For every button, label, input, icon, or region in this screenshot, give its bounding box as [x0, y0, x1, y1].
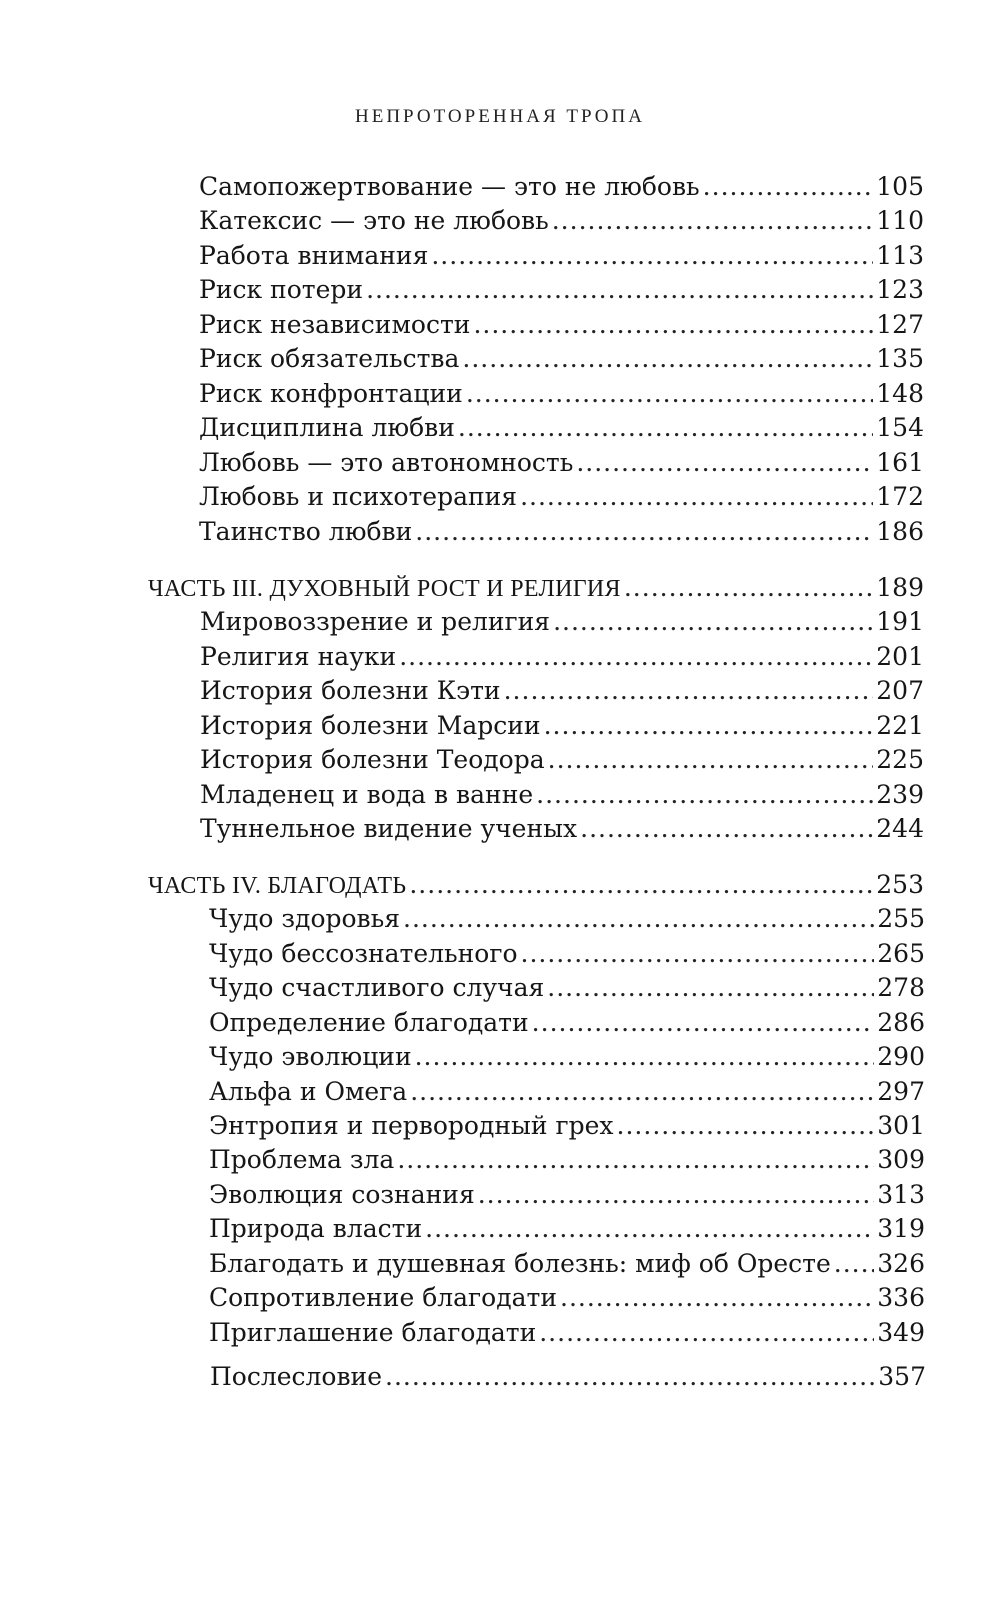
toc-entry-title: Любовь — это автономность: [199, 448, 574, 477]
toc-part-heading[interactable]: [148, 571, 924, 605]
toc-entry-title: Приглашение благодати: [209, 1318, 537, 1347]
toc-entry-title: История болезни Теодора: [200, 745, 545, 774]
toc-entry-title: Чудо бессознательного: [209, 939, 518, 968]
toc-entry[interactable]: [199, 170, 924, 204]
dot-leader: [520, 480, 873, 514]
dot-leader: [532, 1006, 875, 1040]
toc-entry[interactable]: [199, 342, 924, 376]
dot-leader: [553, 605, 873, 639]
dot-leader: [473, 308, 873, 342]
toc-entry-title: Природа власти: [209, 1214, 423, 1243]
dot-leader: [399, 640, 873, 674]
toc-entry-page: 207: [876, 676, 924, 705]
toc-entry-title: Риск независимости: [199, 310, 471, 339]
toc-entry[interactable]: [199, 377, 924, 411]
toc-entry-title: Таинство любви: [199, 517, 413, 546]
toc-entry-page: 309: [877, 1145, 925, 1174]
toc-entry[interactable]: [199, 480, 924, 514]
toc-entry-page: 297: [877, 1077, 925, 1106]
dot-leader: [552, 204, 874, 238]
dot-leader: [703, 170, 874, 204]
dot-leader: [397, 1143, 874, 1177]
toc-entry[interactable]: [209, 1281, 925, 1315]
dot-leader: [366, 273, 873, 307]
toc-entry-title: Энтропия и первородный грех: [209, 1111, 614, 1140]
toc-entry-title: Туннельное видение ученых: [200, 814, 578, 843]
toc-entry-title: Младенец и вода в ванне: [200, 780, 534, 809]
toc-entry-title: Определение благодати: [209, 1008, 529, 1037]
dot-leader: [415, 1040, 875, 1074]
toc-part-page: 253: [876, 870, 924, 899]
toc-entry-page: 349: [877, 1318, 925, 1347]
toc-entry-page: 172: [876, 482, 924, 511]
toc-entry[interactable]: [199, 446, 924, 480]
toc-entry[interactable]: [209, 902, 925, 936]
toc-entry-page: 336: [877, 1283, 925, 1312]
dot-leader: [385, 1360, 875, 1394]
dot-leader: [536, 778, 873, 812]
toc-entry-title: Мировоззрение и религия: [200, 607, 551, 636]
toc-entry-title: Дисциплина любви: [199, 413, 455, 442]
toc-entry[interactable]: [209, 1006, 925, 1040]
toc-entry-title: Самопожертвование — это не любовь: [199, 172, 700, 201]
toc-entry-title: Чудо счастливого случая: [209, 973, 545, 1002]
toc-entry-page: 186: [876, 517, 924, 546]
toc-entry-page: 201: [876, 642, 924, 671]
toc-entry-title: Благодать и душевная болезнь: миф об Оресте: [209, 1249, 831, 1278]
dot-leader: [458, 411, 873, 445]
toc-entry-page: 225: [876, 745, 924, 774]
dot-leader: [431, 239, 873, 273]
toc-entry[interactable]: [209, 1109, 925, 1143]
toc-entry[interactable]: [199, 204, 924, 238]
toc-entry-page: 357: [878, 1362, 926, 1391]
dot-leader: [504, 674, 874, 708]
toc-entry[interactable]: [200, 640, 924, 674]
toc-entry-title: Альфа и Омега: [209, 1077, 408, 1106]
toc-entry[interactable]: [199, 515, 924, 549]
toc-entry-page: 265: [877, 939, 925, 968]
dot-leader: [617, 1109, 875, 1143]
running-head: НЕПРОТОРЕННАЯ ТРОПА: [355, 106, 645, 127]
toc-entry[interactable]: [199, 411, 924, 445]
dot-leader: [521, 937, 875, 971]
toc-entry[interactable]: [200, 778, 924, 812]
toc-entry-title: История болезни Кэти: [200, 676, 501, 705]
dot-leader: [466, 377, 873, 411]
toc-entry-title: Сопротивление благодати: [209, 1283, 557, 1312]
toc-entry-page: 313: [877, 1180, 925, 1209]
toc-entry-page: 239: [876, 780, 924, 809]
toc-entry[interactable]: [199, 273, 924, 307]
toc-entry-page: 290: [877, 1042, 925, 1071]
toc-entry[interactable]: [200, 709, 924, 743]
toc-entry-title: Религия науки: [200, 642, 397, 671]
dot-leader: [547, 971, 874, 1005]
toc-entry[interactable]: [200, 605, 924, 639]
toc-entry-title: Риск обязательства: [199, 344, 460, 373]
dot-leader: [576, 446, 873, 480]
toc-entry-page: 286: [877, 1008, 925, 1037]
toc-entry-page: 127: [876, 310, 924, 339]
toc-entry[interactable]: [209, 1316, 925, 1350]
dot-leader: [425, 1212, 874, 1246]
toc-entry-title: Работа внимания: [199, 241, 429, 270]
toc-entry-page: 319: [877, 1214, 925, 1243]
toc-entry-title: Чудо здоровья: [209, 904, 401, 933]
dot-leader: [548, 743, 874, 777]
dot-leader: [560, 1281, 874, 1315]
toc-entry[interactable]: [199, 239, 924, 273]
toc-entry-page: 113: [876, 241, 924, 270]
toc-entry-afterword[interactable]: [210, 1360, 926, 1394]
toc-entry-title: Любовь и психотерапия: [199, 482, 518, 511]
dot-leader: [478, 1178, 875, 1212]
toc-entry[interactable]: [200, 674, 924, 708]
dot-leader: [544, 709, 874, 743]
dot-leader: [415, 515, 873, 549]
toc-part-title: ЧАСТЬ III. ДУХОВНЫЙ РОСТ И РЕЛИГИЯ: [148, 576, 621, 602]
toc-entry[interactable]: [200, 743, 924, 777]
toc-entry-title: Риск потери: [199, 275, 364, 304]
toc-entry-title: Чудо эволюции: [209, 1042, 412, 1071]
toc-entry[interactable]: [209, 937, 925, 971]
toc-part-title: ЧАСТЬ IV. БЛАГОДАТЬ: [148, 873, 407, 899]
dot-leader: [462, 342, 873, 376]
toc-part-page: 189: [876, 573, 924, 602]
toc-entry-page: 191: [876, 607, 924, 636]
dot-leader: [539, 1316, 874, 1350]
toc-entry-page: 161: [876, 448, 924, 477]
toc-entry[interactable]: [209, 1040, 925, 1074]
toc-entry-page: 221: [876, 711, 924, 740]
toc-entry-title: Проблема зла: [209, 1145, 395, 1174]
toc-entry-page: 110: [876, 206, 924, 235]
toc-entry-title: Послесловие: [210, 1362, 382, 1391]
toc-entry[interactable]: [209, 1075, 925, 1109]
toc-entry-page: 255: [877, 904, 925, 933]
dot-leader: [834, 1247, 875, 1281]
dot-leader: [410, 1075, 874, 1109]
toc-entry-page: 244: [876, 814, 924, 843]
toc-entry-title: История болезни Марсии: [200, 711, 541, 740]
toc-entry[interactable]: [209, 1247, 925, 1281]
toc-entry[interactable]: [209, 1143, 925, 1177]
toc-entry-page: 105: [876, 172, 924, 201]
toc-entry[interactable]: [209, 971, 925, 1005]
dot-leader: [624, 571, 873, 605]
toc-entry-page: 326: [877, 1249, 925, 1278]
toc-entry[interactable]: [200, 812, 924, 846]
toc-entry-page: 301: [877, 1111, 925, 1140]
toc-entry[interactable]: [209, 1178, 925, 1212]
dot-leader: [409, 868, 873, 902]
toc-entry-page: 148: [876, 379, 924, 408]
dot-leader: [580, 812, 873, 846]
toc-entry-title: Эволюция сознания: [209, 1180, 475, 1209]
toc-part-heading[interactable]: [148, 868, 924, 902]
toc-entry[interactable]: [209, 1212, 925, 1246]
toc-entry[interactable]: [199, 308, 924, 342]
toc-entry-title: Катексис — это не любовь: [199, 206, 549, 235]
dot-leader: [403, 902, 874, 936]
toc-entry-page: 154: [876, 413, 924, 442]
toc-entry-page: 135: [876, 344, 924, 373]
toc-entry-title: Риск конфронтации: [199, 379, 463, 408]
toc-entry-page: 123: [876, 275, 924, 304]
toc-entry-page: 278: [877, 973, 925, 1002]
